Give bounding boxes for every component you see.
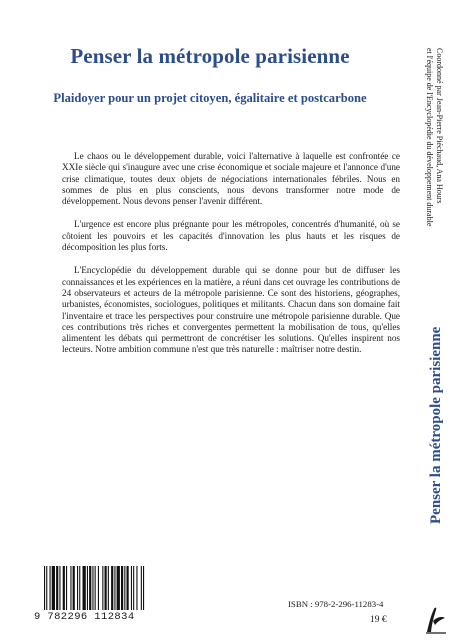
- barcode-bar: [87, 566, 88, 610]
- spine-credits-line-2: et l'équipe de l'Encyclopédie du développement durable: [425, 48, 434, 227]
- barcode-bar: [56, 566, 58, 610]
- blurb-paragraph-3: L'Encyclopédie du développement durable qui se donne pour but de diffuser les connaissances et les expériences en la matière, a réuni dans cet ouvrage les contributions de 24 observateurs et acteurs de la métropole parisienne. Ce sont des historiens, géographes, urbanistes, économistes, sociologues, politiques et militants. Chacun dans son domaine fait l'inventaire et trace les perspectives pour construire une métropole parisienne durable. Que ces contributions très riches et convergentes permettent la mobilisation de tous, qu'elles alimentent les débats qui permettront de concrétiser les solutions. Qu'elles inspirent nos lecteurs. Notre ambition commune n'est que très naturelle : maîtriser notre destin.: [62, 265, 400, 355]
- barcode-bar: [83, 566, 86, 610]
- cover-title: Penser la métropole parisienne: [70, 44, 350, 68]
- publisher-logo-icon: [424, 605, 448, 635]
- barcode-bar: [46, 566, 47, 610]
- barcode-bar: [102, 566, 103, 610]
- barcode-bar: [131, 566, 132, 610]
- barcode-bar: [44, 566, 45, 610]
- barcode-bar: [95, 566, 96, 610]
- barcode-bar: [98, 566, 99, 610]
- barcode-bar: [66, 566, 67, 610]
- barcode-bars: [44, 566, 164, 612]
- barcode-bar: [136, 566, 137, 610]
- barcode-bar: [108, 566, 109, 610]
- spine-title: [426, 318, 450, 524]
- barcode-bar: [77, 566, 78, 610]
- spine-title-text: Penser la métropole parisienne: [428, 326, 444, 524]
- barcode-bar: [63, 566, 65, 610]
- blurb-text: [62, 151, 400, 368]
- price: 19 €: [370, 615, 387, 625]
- barcode-bar: [52, 566, 55, 610]
- barcode-bar: [141, 566, 142, 610]
- barcode-bar: [92, 566, 93, 610]
- barcode-bar: [79, 566, 80, 610]
- blurb-paragraph-1: Le chaos ou le développement durable, voici l'alternative à laquelle est confrontée ce XXIe siècle qui s'inaugure avec une crise économique et sociale majeure et l'annonce d'une crise climatique, toutes deux objets de négociations internationales fébriles. Nous en sommes de plus en plus conscients, nous devons transformer notre mode de développement. Nous devons penser l'avenir différent.: [62, 151, 400, 207]
- barcode-bar: [124, 566, 125, 610]
- barcode-bar: [73, 566, 75, 610]
- barcode-bar: [111, 566, 113, 610]
- barcode-bar: [143, 566, 144, 610]
- spine-credits: [416, 48, 444, 288]
- spine-credits-line-1: Coordonné par Jean-Pierre Piéchaud, Ana Hours: [435, 48, 444, 204]
- barcode-bar: [70, 566, 71, 610]
- barcode-bar: [117, 566, 120, 610]
- barcode-bar: [89, 566, 91, 610]
- barcode-bar: [50, 566, 51, 610]
- blurb-paragraph-2: L'urgence est encore plus prégnante pour les métropoles, concentrés d'humanité, où se côtoient les pouvoirs et les capacités d'innovation les plus hauts et les risques de décomposition les plus forts.: [62, 219, 400, 253]
- barcode-bar: [121, 566, 123, 610]
- barcode: [34, 566, 168, 624]
- barcode-bar: [127, 566, 129, 610]
- barcode-bar: [133, 566, 134, 610]
- isbn-number: ISBN : 978-2-296-11283-4: [288, 599, 384, 609]
- barcode-bar: [59, 566, 60, 610]
- barcode-digits: 9 782296 112834: [34, 611, 135, 623]
- cover-subtitle: Plaidoyer pour un projet citoyen, égalitaire et postcarbone: [53, 91, 367, 105]
- barcode-bar: [105, 566, 107, 610]
- barcode-bar: [114, 566, 115, 610]
